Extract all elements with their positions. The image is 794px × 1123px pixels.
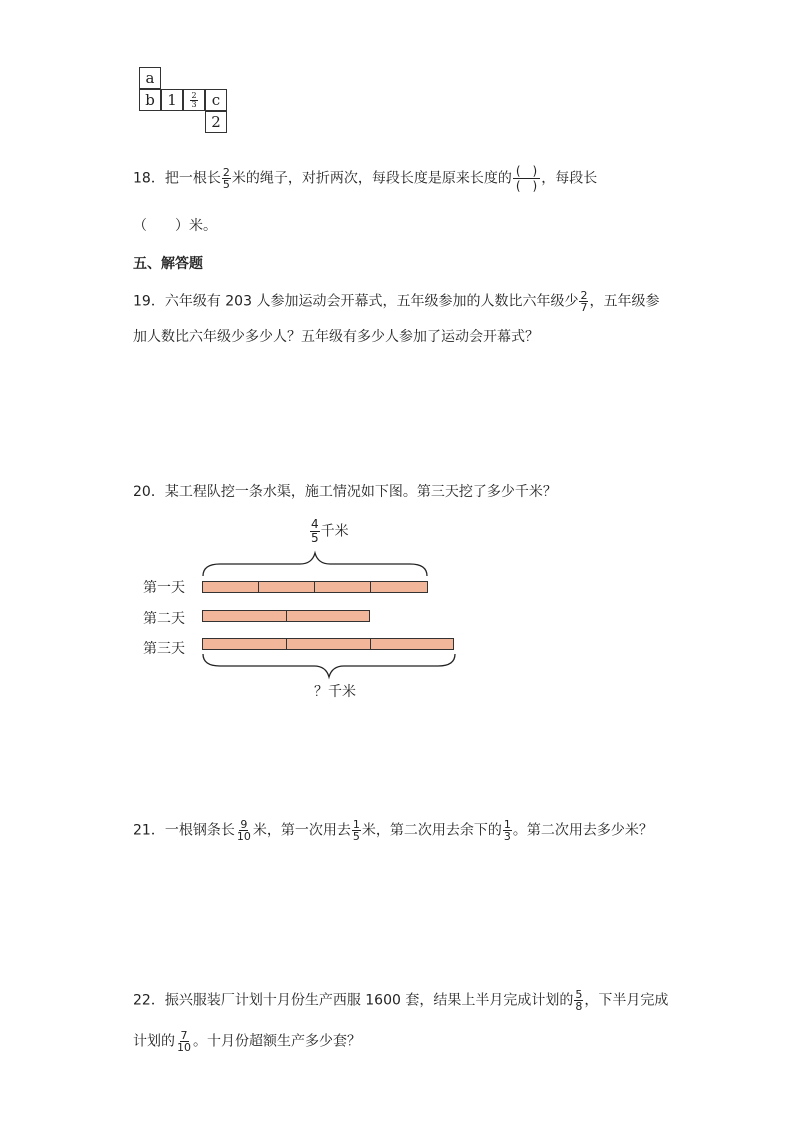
q20-top-label — [309, 518, 349, 545]
bar-day-1-divider — [314, 582, 315, 592]
q21-fraction-2 — [352, 819, 361, 842]
net-cell-b: b — [139, 89, 161, 111]
net-cell-1: 1 — [161, 89, 183, 111]
q21-text1: 一根钢条长 — [164, 822, 235, 839]
bar-day-1-divider — [370, 582, 371, 592]
q21-text4: 。第二次用去多少米？ — [512, 822, 653, 839]
q21-fraction-1 — [236, 819, 252, 842]
q20-top-fraction — [310, 518, 320, 545]
net-fraction-den: 3 — [191, 99, 197, 109]
bar-day-2 — [202, 610, 370, 622]
section-heading: 五、解答题 — [133, 256, 203, 272]
q22-frac2-num: 7 — [180, 1029, 188, 1042]
net-cell-2: 2 — [205, 111, 227, 133]
q19-text2: ，五年级参 — [589, 293, 660, 310]
net-cell-c: c — [205, 89, 227, 111]
q21-frac1-den: 10 — [236, 830, 251, 843]
question-20 — [133, 482, 557, 502]
q21-frac3-num: 1 — [503, 818, 511, 831]
q21-frac2-den: 5 — [352, 830, 360, 843]
q18-frac-den: 5 — [222, 178, 230, 191]
q21-frac3-den: 3 — [503, 830, 511, 843]
q18-fraction — [222, 167, 231, 190]
q20-top-frac-num: 4 — [311, 517, 319, 531]
q22-frac2-den: 10 — [177, 1041, 191, 1054]
bar-day-3-divider — [286, 639, 287, 649]
q19-line2: 加人数比六年级少多少人？五年级有多少人参加了运动会开幕式？ — [133, 329, 539, 345]
question-18 — [133, 164, 597, 193]
q20-number: 20． — [133, 484, 165, 500]
bar-day-3 — [202, 638, 454, 650]
q22-frac1-num: 5 — [575, 988, 583, 1001]
q22-text3: 计划的 — [133, 1033, 175, 1050]
q22-text4: 。十月份超额生产多少套？ — [193, 1033, 361, 1050]
q18-blank-fraction — [513, 164, 540, 193]
q20-bottom-label: ？千米 — [314, 684, 356, 700]
bar-day-3-divider — [370, 639, 371, 649]
q18-frac-num: 2 — [222, 166, 230, 179]
net-fraction-num: 2 — [191, 90, 197, 100]
q20-bottom-brace — [200, 652, 458, 680]
q22-line2 — [133, 1030, 361, 1053]
q20-top-brace — [200, 550, 430, 578]
q20-top-unit: 千米 — [320, 523, 349, 540]
day-label-1: 第一天 — [143, 580, 185, 596]
net-cell-fraction — [183, 89, 205, 111]
q20-top-frac-den: 5 — [311, 531, 319, 545]
q21-frac1-num: 9 — [240, 818, 248, 831]
q21-frac2-num: 1 — [352, 818, 360, 831]
bar-day-1 — [202, 581, 428, 593]
q18-text3: ，每段长 — [541, 170, 598, 187]
q21-text3: 米，第二次用去余下的 — [361, 822, 502, 839]
question-21 — [133, 819, 653, 842]
q19-text1: 六年级有 203 人参加运动会开幕式，五年级参加的人数比六年级少 — [164, 293, 579, 310]
q21-number: 21． — [133, 822, 165, 839]
q18-text1: 把一根长 — [164, 170, 221, 187]
day-label-3: 第三天 — [143, 641, 185, 657]
q19-frac-den: 7 — [580, 301, 588, 314]
q21-text2: 米，第一次用去 — [252, 822, 351, 839]
q21-fraction-3 — [503, 819, 512, 842]
q20-text: 某工程队挖一条水渠，施工情况如下图。第三天挖了多少千米？ — [164, 484, 557, 500]
q22-fraction-1 — [574, 989, 583, 1012]
q19-number: 19． — [133, 293, 165, 310]
q18-blank-num: ( ) — [513, 164, 540, 179]
question-19 — [133, 290, 659, 313]
q22-fraction-2 — [176, 1030, 192, 1053]
net-fraction — [190, 92, 197, 109]
bar-day-1-divider — [258, 582, 259, 592]
q22-frac1-den: 8 — [575, 1000, 583, 1013]
q22-number: 22． — [133, 992, 165, 1009]
q22-text1: 振兴服装厂计划十月份生产西服 1600 套，结果上半月完成计划的 — [164, 992, 574, 1009]
net-cell-a: a — [139, 67, 161, 89]
question-22 — [133, 989, 668, 1012]
q18-number: 18． — [133, 170, 165, 187]
day-label-2: 第二天 — [143, 611, 185, 627]
q19-fraction — [579, 290, 588, 313]
bar-day-2-divider — [286, 611, 287, 621]
q18-line2: （ ）米。 — [133, 218, 217, 234]
q19-frac-num: 2 — [580, 289, 588, 302]
q18-text2: 米的绳子，对折两次，每段长度是原来长度的 — [231, 170, 512, 187]
q22-text2: ，下半月完成 — [584, 992, 669, 1009]
q18-blank-den: ( ) — [515, 179, 538, 193]
